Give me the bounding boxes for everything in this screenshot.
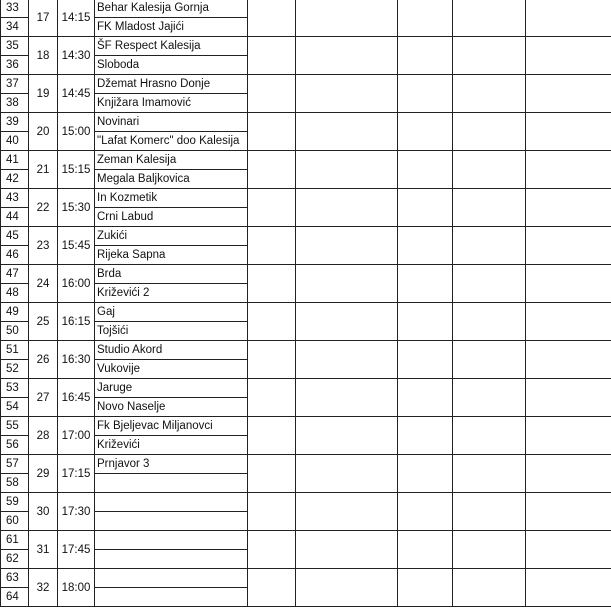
empty-result-cell xyxy=(526,569,611,607)
team-name: Vukovije xyxy=(95,360,248,379)
empty-result-cell xyxy=(453,341,526,379)
table-row xyxy=(1,379,611,398)
team-name xyxy=(95,569,248,588)
table-row xyxy=(1,303,611,322)
team-name: Brda xyxy=(95,265,248,284)
empty-result-cell xyxy=(453,569,526,607)
team-name: "Lafat Komerc" doo Kalesija xyxy=(95,132,248,151)
team-name: Rijeka Sapna xyxy=(95,246,248,265)
table-row xyxy=(1,265,611,284)
empty-result-cell xyxy=(296,113,398,151)
slot-number: 53 xyxy=(1,379,29,398)
empty-result-cell xyxy=(526,493,611,531)
team-name xyxy=(95,550,248,569)
empty-result-cell xyxy=(453,531,526,569)
empty-result-cell xyxy=(296,569,398,607)
empty-result-cell xyxy=(398,455,453,493)
empty-result-cell xyxy=(296,455,398,493)
table-row xyxy=(1,151,611,170)
slot-number: 57 xyxy=(1,455,29,474)
match-number: 20 xyxy=(29,113,58,151)
empty-result-cell xyxy=(526,455,611,493)
match-number: 17 xyxy=(29,0,58,37)
team-name: Tojšići xyxy=(95,322,248,341)
match-number: 26 xyxy=(29,341,58,379)
empty-result-cell xyxy=(453,151,526,189)
empty-result-cell xyxy=(248,341,296,379)
empty-result-cell xyxy=(453,455,526,493)
slot-number: 45 xyxy=(1,227,29,246)
empty-result-cell xyxy=(526,265,611,303)
empty-result-cell xyxy=(398,0,453,37)
slot-number: 54 xyxy=(1,398,29,417)
empty-result-cell xyxy=(248,0,296,37)
table-row xyxy=(1,227,611,246)
empty-result-cell xyxy=(296,227,398,265)
empty-result-cell xyxy=(398,379,453,417)
match-time: 17:45 xyxy=(58,531,95,569)
empty-result-cell xyxy=(296,379,398,417)
empty-result-cell xyxy=(398,265,453,303)
empty-result-cell xyxy=(453,379,526,417)
empty-result-cell xyxy=(398,75,453,113)
empty-result-cell xyxy=(526,417,611,455)
slot-number: 55 xyxy=(1,417,29,436)
match-number: 19 xyxy=(29,75,58,113)
slot-number: 61 xyxy=(1,531,29,550)
match-time: 15:15 xyxy=(58,151,95,189)
empty-result-cell xyxy=(398,417,453,455)
table-row xyxy=(1,341,611,360)
team-name xyxy=(95,512,248,531)
table-row xyxy=(1,75,611,94)
team-name: ŠF Respect Kalesija xyxy=(95,37,248,56)
slot-number: 47 xyxy=(1,265,29,284)
empty-result-cell xyxy=(526,37,611,75)
match-time: 15:45 xyxy=(58,227,95,265)
match-number: 30 xyxy=(29,493,58,531)
slot-number: 50 xyxy=(1,322,29,341)
empty-result-cell xyxy=(398,113,453,151)
match-time: 14:15 xyxy=(58,0,95,37)
empty-result-cell xyxy=(453,227,526,265)
team-name: Križevići 2 xyxy=(95,284,248,303)
empty-result-cell xyxy=(248,227,296,265)
slot-number: 43 xyxy=(1,189,29,208)
match-number: 27 xyxy=(29,379,58,417)
empty-result-cell xyxy=(453,75,526,113)
empty-result-cell xyxy=(398,37,453,75)
empty-result-cell xyxy=(453,189,526,227)
match-time: 17:15 xyxy=(58,455,95,493)
empty-result-cell xyxy=(526,303,611,341)
team-name: Novo Naselje xyxy=(95,398,248,417)
empty-result-cell xyxy=(248,455,296,493)
team-name: In Kozmetik xyxy=(95,189,248,208)
slot-number: 64 xyxy=(1,588,29,607)
match-time: 17:00 xyxy=(58,417,95,455)
team-name: Novinari xyxy=(95,113,248,132)
empty-result-cell xyxy=(296,189,398,227)
empty-result-cell xyxy=(526,75,611,113)
table-row xyxy=(1,0,611,18)
empty-result-cell xyxy=(453,265,526,303)
empty-result-cell xyxy=(453,417,526,455)
slot-number: 49 xyxy=(1,303,29,322)
empty-result-cell xyxy=(248,151,296,189)
team-name: FK Mladost Jajići xyxy=(95,18,248,37)
empty-result-cell xyxy=(398,151,453,189)
slot-number: 51 xyxy=(1,341,29,360)
slot-number: 48 xyxy=(1,284,29,303)
empty-result-cell xyxy=(526,531,611,569)
slot-number: 35 xyxy=(1,37,29,56)
match-number: 31 xyxy=(29,531,58,569)
empty-result-cell xyxy=(398,569,453,607)
team-name: Zukići xyxy=(95,227,248,246)
empty-result-cell xyxy=(453,0,526,37)
empty-result-cell xyxy=(526,379,611,417)
slot-number: 44 xyxy=(1,208,29,227)
team-name: Jaruge xyxy=(95,379,248,398)
team-name: Gaj xyxy=(95,303,248,322)
team-name: Crni Labud xyxy=(95,208,248,227)
empty-result-cell xyxy=(248,113,296,151)
empty-result-cell xyxy=(248,379,296,417)
slot-number: 33 xyxy=(1,0,29,18)
empty-result-cell xyxy=(526,113,611,151)
empty-result-cell xyxy=(398,341,453,379)
empty-result-cell xyxy=(398,493,453,531)
match-time: 16:15 xyxy=(58,303,95,341)
empty-result-cell xyxy=(398,303,453,341)
empty-result-cell xyxy=(296,531,398,569)
match-number: 22 xyxy=(29,189,58,227)
slot-number: 52 xyxy=(1,360,29,379)
team-name: Fk Bjeljevac Miljanovci xyxy=(95,417,248,436)
empty-result-cell xyxy=(296,37,398,75)
empty-result-cell xyxy=(248,569,296,607)
empty-result-cell xyxy=(248,303,296,341)
slot-number: 41 xyxy=(1,151,29,170)
slot-number: 62 xyxy=(1,550,29,569)
slot-number: 42 xyxy=(1,170,29,189)
empty-result-cell xyxy=(398,531,453,569)
empty-result-cell xyxy=(526,227,611,265)
empty-result-cell xyxy=(296,265,398,303)
match-number: 29 xyxy=(29,455,58,493)
empty-result-cell xyxy=(526,151,611,189)
match-time: 16:00 xyxy=(58,265,95,303)
empty-result-cell xyxy=(296,151,398,189)
match-time: 18:00 xyxy=(58,569,95,607)
team-name: Studio Akord xyxy=(95,341,248,360)
empty-result-cell xyxy=(248,417,296,455)
empty-result-cell xyxy=(453,37,526,75)
slot-number: 40 xyxy=(1,132,29,151)
empty-result-cell xyxy=(248,75,296,113)
table-row xyxy=(1,113,611,132)
match-time: 14:30 xyxy=(58,37,95,75)
slot-number: 46 xyxy=(1,246,29,265)
empty-result-cell xyxy=(248,37,296,75)
match-number: 23 xyxy=(29,227,58,265)
empty-result-cell xyxy=(453,113,526,151)
match-time: 15:30 xyxy=(58,189,95,227)
match-time: 16:45 xyxy=(58,379,95,417)
empty-result-cell xyxy=(398,189,453,227)
empty-result-cell xyxy=(296,417,398,455)
match-time: 14:45 xyxy=(58,75,95,113)
schedule-body xyxy=(1,0,611,607)
team-name: Križevići xyxy=(95,436,248,455)
team-name xyxy=(95,474,248,493)
match-number: 24 xyxy=(29,265,58,303)
team-name xyxy=(95,493,248,512)
match-number: 21 xyxy=(29,151,58,189)
empty-result-cell xyxy=(453,493,526,531)
slot-number: 63 xyxy=(1,569,29,588)
table-row xyxy=(1,37,611,56)
empty-result-cell xyxy=(453,303,526,341)
slot-number: 34 xyxy=(1,18,29,37)
empty-result-cell xyxy=(296,75,398,113)
empty-result-cell xyxy=(296,493,398,531)
slot-number: 60 xyxy=(1,512,29,531)
table-row xyxy=(1,493,611,512)
slot-number: 38 xyxy=(1,94,29,113)
match-time: 15:00 xyxy=(58,113,95,151)
team-name: Sloboda xyxy=(95,56,248,75)
match-number: 28 xyxy=(29,417,58,455)
empty-result-cell xyxy=(248,265,296,303)
empty-result-cell xyxy=(296,341,398,379)
slot-number: 56 xyxy=(1,436,29,455)
match-number: 32 xyxy=(29,569,58,607)
match-time: 16:30 xyxy=(58,341,95,379)
empty-result-cell xyxy=(296,0,398,37)
table-row xyxy=(1,531,611,550)
table-row xyxy=(1,569,611,588)
empty-result-cell xyxy=(248,493,296,531)
match-time: 17:30 xyxy=(58,493,95,531)
team-name: Behar Kalesija Gornja xyxy=(95,0,248,18)
match-number: 18 xyxy=(29,37,58,75)
table-row xyxy=(1,455,611,474)
empty-result-cell xyxy=(398,227,453,265)
team-name xyxy=(95,531,248,550)
empty-result-cell xyxy=(526,0,611,37)
team-name: Knjižara Imamović xyxy=(95,94,248,113)
slot-number: 59 xyxy=(1,493,29,512)
empty-result-cell xyxy=(248,531,296,569)
slot-number: 58 xyxy=(1,474,29,493)
match-number: 25 xyxy=(29,303,58,341)
empty-result-cell xyxy=(526,341,611,379)
empty-result-cell xyxy=(526,189,611,227)
empty-result-cell xyxy=(248,189,296,227)
team-name xyxy=(95,588,248,607)
team-name: Prnjavor 3 xyxy=(95,455,248,474)
team-name: Džemat Hrasno Donje xyxy=(95,75,248,94)
team-name: Zeman Kalesija xyxy=(95,151,248,170)
team-name: Megala Baljkovica xyxy=(95,170,248,189)
empty-result-cell xyxy=(296,303,398,341)
slot-number: 37 xyxy=(1,75,29,94)
table-row xyxy=(1,417,611,436)
slot-number: 36 xyxy=(1,56,29,75)
slot-number: 39 xyxy=(1,113,29,132)
table-row xyxy=(1,189,611,208)
